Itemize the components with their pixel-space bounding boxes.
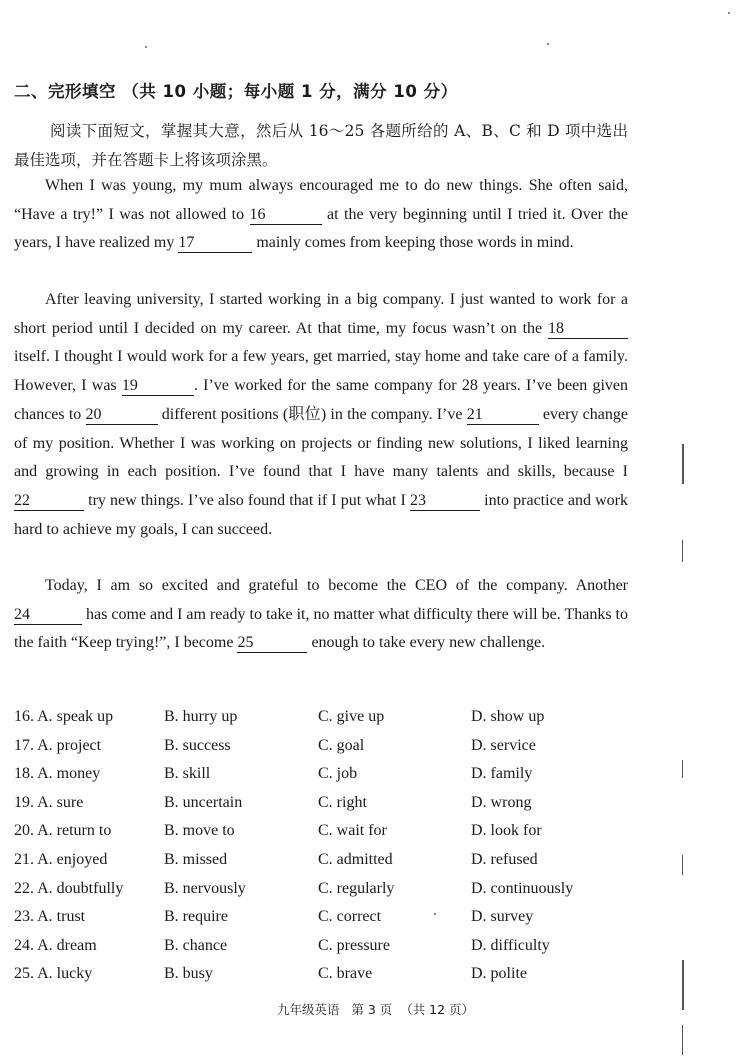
option-b: B. hurry up <box>164 708 238 725</box>
option-row-22 <box>14 875 654 904</box>
option-c: C. give up <box>318 708 385 725</box>
scan-artifact <box>682 444 684 484</box>
option-a: 18. A. money <box>14 765 101 783</box>
passage-text: After leaving university, I started working in a big company. I just wanted to work for a short period until I decided on my career. At that time, my focus wasn’t on the <box>14 291 628 337</box>
option-b: B. missed <box>164 850 228 868</box>
passage-paragraph-3 <box>14 572 628 658</box>
option-d: D. wrong <box>471 793 532 811</box>
passage-text: When I was young, my mum always encouraged me to do new things. She often said, “Have a try!” I was not allowed to <box>14 177 628 223</box>
passage-text: Today, I am so excited and grateful to become the CEO of the company. Another <box>45 577 628 594</box>
option-b: B. require <box>164 908 228 926</box>
option-b: B. move to <box>164 822 235 840</box>
option-d: D. polite <box>471 965 527 983</box>
scan-artifact <box>145 46 147 48</box>
passage-text: into practice and work hard to achieve my goals, I can succeed. <box>14 491 628 538</box>
section-heading: 二、完形填空 （共 10 小题；每小题 1 分，满分 10 分） <box>14 82 458 101</box>
option-c: C. regularly <box>318 879 395 897</box>
blank-22: 22 <box>14 492 84 511</box>
option-c: C. goal <box>318 736 365 754</box>
scan-artifact <box>682 540 683 562</box>
option-c: C. pressure <box>318 936 390 954</box>
option-row-19 <box>14 789 654 818</box>
scan-artifact <box>682 760 683 778</box>
blank-18: 18 <box>548 320 628 339</box>
blank-23: 23 <box>410 492 480 511</box>
option-row-18 <box>14 760 654 789</box>
option-d: D. survey <box>471 908 534 926</box>
option-b: B. uncertain <box>164 793 243 811</box>
option-c: C. correct <box>318 908 382 926</box>
option-b: B. success <box>164 736 231 754</box>
passage-text: every change of my position. Whether I was working on projects or finding new solutions, I liked learning and growing in each position. I’ve found that I have many talents and skills, because I <box>14 405 628 481</box>
blank-24: 24 <box>14 606 82 625</box>
option-c: C. wait for <box>318 822 387 840</box>
passage-text: different positions (职位) in the company. I’ve <box>157 405 467 423</box>
option-c: C. admitted <box>318 850 393 868</box>
option-d: D. look for <box>471 822 542 840</box>
passage-text: mainly comes from keeping those words in mind. <box>252 234 574 252</box>
option-row-20 <box>14 817 654 846</box>
passage-text: try new things. I’ve also found that if I put what I <box>84 491 410 509</box>
scan-artifact <box>682 855 683 875</box>
options-list <box>14 703 654 989</box>
blank-21: 21 <box>467 406 539 425</box>
option-a: 25. A. lucky <box>14 965 93 983</box>
option-a: 16. A. speak up <box>14 708 114 725</box>
option-a: 19. A. sure <box>14 793 84 811</box>
option-row-25 <box>14 960 654 989</box>
option-row-16 <box>14 703 654 732</box>
blank-19: 19 <box>122 377 194 396</box>
blank-16: 16 <box>250 206 322 225</box>
option-a: 20. A. return to <box>14 822 112 840</box>
option-a: 23. A. trust <box>14 908 86 926</box>
blank-20: 20 <box>86 406 158 425</box>
option-b: B. nervously <box>164 879 246 897</box>
option-d: D. difficulty <box>471 936 550 954</box>
passage-text: has come and I am ready to take it, no matter what difficulty there will be. Thanks to the faith “Keep trying!”, I become <box>14 605 628 652</box>
option-b: B. busy <box>164 965 213 983</box>
option-d: D. show up <box>471 708 545 725</box>
option-d: D. family <box>471 765 533 783</box>
passage-text: enough to take every new challenge. <box>307 634 546 652</box>
option-a: 22. A. doubtfully <box>14 879 124 897</box>
option-row-17 <box>14 732 654 761</box>
option-c: C. brave <box>318 965 373 983</box>
page-footer: 九年级英语 第 3 页 （共 12 页） <box>276 1002 475 1017</box>
option-c: C. right <box>318 793 367 811</box>
passage-paragraph-1 <box>14 172 628 258</box>
passage-text: itself. I thought I would work for a few years, get married, stay home and take care of a family. However, I was <box>14 348 628 395</box>
option-b: B. skill <box>164 765 211 783</box>
scan-artifact <box>547 43 549 45</box>
passage-text: at the very beginning until I tried it. Over the years, I have realized my <box>14 205 628 252</box>
scan-artifact <box>682 1025 683 1055</box>
option-a: 21. A. enjoyed <box>14 850 108 868</box>
scan-artifact <box>434 913 436 915</box>
option-row-23 <box>14 903 654 932</box>
blank-17: 17 <box>178 234 252 253</box>
scan-artifact <box>682 960 684 1010</box>
option-a: 17. A. project <box>14 736 102 754</box>
passage-text: . I’ve worked for the same company for 28 years. I’ve been given chances to <box>14 377 628 423</box>
option-b: B. chance <box>164 936 228 954</box>
scan-artifact <box>728 12 730 14</box>
option-d: D. service <box>471 736 536 754</box>
option-d: D. continuously <box>471 879 574 897</box>
section-instructions: 阅读下面短文，掌握其大意，然后从 16～25 各题所给的 A、B、C 和 D 项中选出最佳选项，并在答题卡上将该项涂黑。 <box>14 122 628 169</box>
option-row-21 <box>14 846 654 875</box>
blank-25: 25 <box>237 634 307 653</box>
option-a: 24. A. dream <box>14 936 97 954</box>
option-d: D. refused <box>471 850 538 868</box>
option-row-24 <box>14 932 654 961</box>
passage-paragraph-2 <box>14 286 628 544</box>
option-c: C. job <box>318 765 358 783</box>
